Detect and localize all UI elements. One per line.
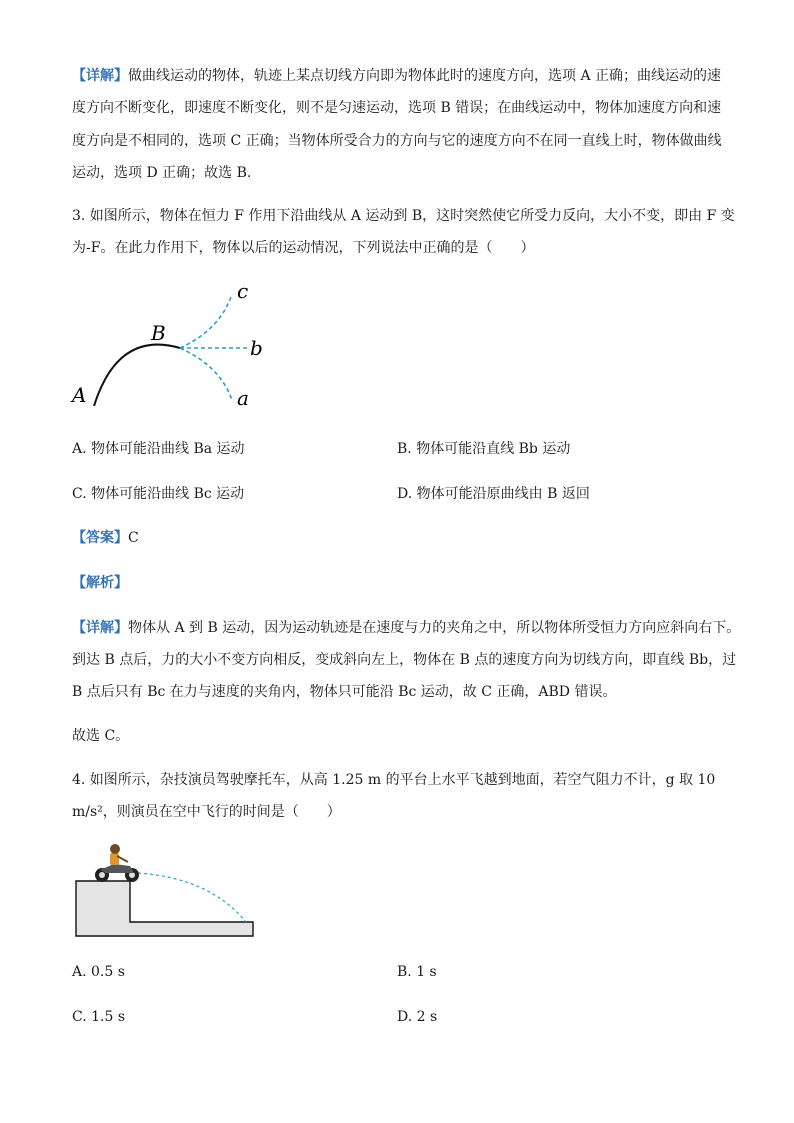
q3-option-c[interactable]: C. 物体可能沿曲线 Bc 运动 [72, 486, 245, 502]
q4-stem-line-2: m/s²，则演员在空中飞行的时间是（ ） [72, 804, 341, 820]
q3-option-b[interactable]: B. 物体可能沿直线 Bb 运动 [397, 441, 571, 457]
label-B: B [151, 321, 166, 345]
label-c: c [237, 279, 249, 303]
detail-tag: 【详解】 [72, 620, 128, 636]
q3-stem-line-2: 为-F。在此力作用下，物体以后的运动情况，下列说法中正确的是（ ） [72, 240, 535, 256]
dashed-trajectory [138, 873, 246, 922]
motorcycle-rider-icon [95, 844, 139, 882]
answer-value: C [128, 530, 139, 546]
q3-option-a[interactable]: A. 物体可能沿曲线 Ba 运动 [72, 441, 245, 457]
prev-detail-line-2: 度方向不断变化，即速度不断变化，则不是匀速运动，选项 B 错误；在曲线运动中，物体加速度方向和速 [72, 100, 722, 116]
label-a: a [237, 386, 249, 410]
detail-tag: 【详解】 [72, 68, 128, 84]
q3-detail-line-2: 到达 B 点后，力的大小不变方向相反，变成斜向左上，物体在 B 点的速度方向为切线方向，即直线 Bb，过 [72, 652, 737, 668]
q3-stem-line-1: 3. 如图所示，物体在恒力 F 作用下沿曲线从 A 运动到 B，这时突然使它所受力反向，大小不变，即由 F 变 [72, 208, 735, 224]
arc-A-to-B [94, 345, 180, 406]
q3-trajectory-figure [60, 272, 280, 417]
q4-option-a[interactable]: A. 0.5 s [72, 964, 125, 980]
q4-stem-line-1: 4. 如图所示，杂技演员驾驶摩托车，从高 1.25 m 的平台上水平飞越到地面，若空气阻力不计，g 取 10 [72, 772, 716, 788]
q3-option-d[interactable]: D. 物体可能沿原曲线由 B 返回 [397, 486, 590, 502]
q3-conclusion: 故选 C。 [72, 728, 130, 744]
prev-detail-line-3: 度方向是不相同的，选项 C 正确；当物体所受合力的方向与它的速度方向不在同一直线上时，物体做曲线 [72, 133, 722, 149]
q4-option-c[interactable]: C. 1.5 s [72, 1009, 126, 1025]
q4-option-b[interactable]: B. 1 s [397, 964, 437, 980]
dashed-curve-Bc [180, 294, 232, 348]
prev-detail-line-4: 运动，选项 D 正确；故选 B. [72, 165, 252, 181]
analysis-tag: 【解析】 [72, 575, 128, 591]
prev-detail-line-1: 【详解】做曲线运动的物体，轨迹上某点切线方向即为物体此时的速度方向，选项 A 正确；曲线运动的速 [72, 68, 722, 84]
q3-detail-line-1: 【详解】物体从 A 到 B 运动，因为运动轨迹是在速度与力的夹角之中，所以物体所受恒力方向应斜向右下。 [72, 620, 741, 636]
platform-and-ground [76, 881, 253, 936]
q3-detail-line-3: B 点后只有 Bc 在力与速度的夹角内，物体只可能沿 Bc 运动，故 C 正确，ABD 错误。 [72, 684, 617, 700]
q3-answer [72, 528, 139, 548]
answer-tag: 【答案】 [72, 530, 128, 546]
label-b: b [250, 336, 263, 360]
label-A: A [72, 383, 87, 407]
dashed-curve-Ba [180, 348, 232, 400]
q4-option-d[interactable]: D. 2 s [397, 1009, 438, 1025]
q4-motorcycle-figure [70, 840, 260, 942]
q3-analysis-heading [72, 573, 128, 593]
